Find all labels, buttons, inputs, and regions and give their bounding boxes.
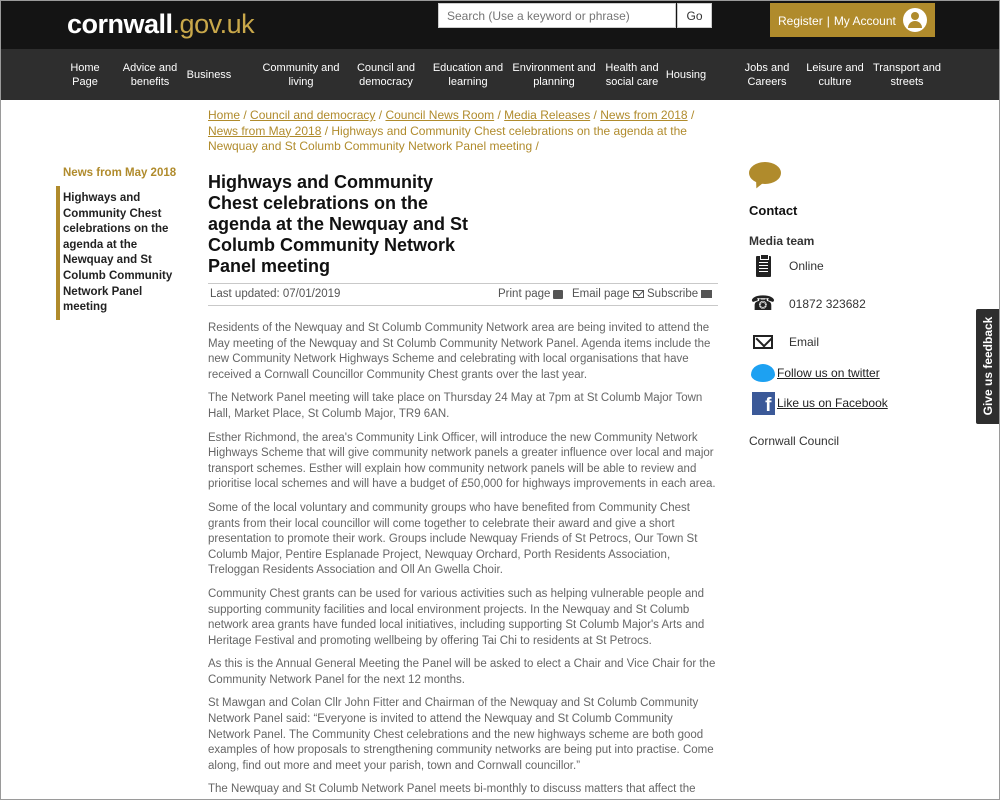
contact-email-label[interactable]: Email [789,335,820,349]
contact-organisation: Cornwall Council [749,434,840,448]
nav-item-community-and-living[interactable] [258,57,344,93]
nav-label: Transport and streets [872,62,942,88]
article-meta-bar [208,283,718,306]
nav-label: Health and social care [605,62,659,88]
breadcrumb-sep: / [375,108,386,122]
breadcrumb-sep: / [687,108,695,122]
nav-item-environment-and-planning[interactable] [509,57,599,93]
page-title: Highways and Community Chest celebrations on the agenda at the Newquay and St Columb Community Network Panel meeting [208,172,469,276]
facebook-link[interactable]: Like us on Facebook [777,396,888,410]
nav-label: Leisure and culture [806,62,864,88]
contact-email [749,330,819,354]
print-icon [553,290,563,299]
media-team-heading: Media team [749,234,815,248]
breadcrumb-link-news-from-may-2018[interactable]: News from May 2018 [208,123,322,138]
facebook-icon: f [752,392,775,415]
breadcrumb-sep: / [321,123,332,138]
nav-item-housing[interactable] [662,57,710,93]
nav-item-home-page[interactable] [63,57,107,93]
account-separator: | [826,14,830,28]
nav-item-business[interactable] [184,57,234,93]
envelope-icon [753,335,773,349]
nav-item-advice-and-benefits[interactable] [119,57,181,93]
nav-item-transport-and-streets[interactable] [869,57,945,93]
subscribe-label: Subscribe [647,288,699,300]
contact-twitter-icon-wrap [749,361,777,385]
nav-item-leisure-and-culture[interactable] [803,57,867,93]
account-links [778,14,896,28]
nav-label: Advice and benefits [122,62,178,88]
document-icon [756,256,771,277]
subscribe-icon [701,290,712,298]
logo-dot: . [172,9,180,39]
nav-item-jobs-and-careers[interactable] [741,57,793,93]
nav-item-education-and-learning[interactable] [429,57,507,93]
last-updated: Last updated: 07/01/2019 [210,288,341,300]
email-icon [633,290,644,298]
breadcrumb-link-news-from-2018[interactable]: News from 2018 [600,108,688,122]
logo-text: cornwall [67,9,173,39]
contact-online-icon-wrap [749,254,777,278]
print-label: Print page [498,288,551,300]
nav-label: Business [186,69,232,81]
contact-email-icon-wrap [749,330,777,354]
sidebar-heading[interactable]: News from May 2018 [63,167,177,179]
main-nav [1,49,1000,100]
search-button[interactable]: Go [677,3,712,28]
nav-label: Community and living [262,62,340,88]
breadcrumb-link-home[interactable]: Home [208,108,241,122]
sidebar-item-current-article[interactable]: Highways and Community Chest celebrations on the agenda at the Newquay and St Columb Community Network Panel meeting [63,192,173,314]
sidebar-active-indicator [56,186,60,320]
nav-item-health-and-social-care[interactable] [602,57,662,93]
article-paragraph: St Mawgan and Colan Cllr John Fitter and Chairman of the Newquay and St Columb Community Network Panel said: “Everyone is invited to attend the Newquay and St Columb Community Network Panel. The Community Chest celebrations and the new highways scheme are both good examples of how proposals to strengthening community networks are being put into practise. Come along, find out more and meet your parish, town and Cornwall councillor.” [208,697,714,772]
breadcrumb-link-council-news-room[interactable]: Council News Room [385,108,495,122]
breadcrumb-link-media-releases[interactable]: Media Releases [504,108,591,122]
site-header [1,1,1000,49]
print-page-link[interactable] [498,288,563,300]
article-paragraph: As this is the Annual General Meeting the Panel will be asked to elect a Chair and Vice Chair for the Community Network Panel for the next 12 months. [208,658,716,686]
article-body [208,321,718,800]
email-page-link[interactable] [572,288,644,300]
twitter-link[interactable]: Follow us on twitter [777,366,880,380]
feedback-tab[interactable] [976,309,1000,424]
feedback-label: Give us feedback [981,316,995,416]
breadcrumb-sep: / [240,108,251,122]
article-paragraph: Some of the local voluntary and community groups who have benefited from Community Chest grants from their local councillor will come together to celebrate their award and give a short presentation to promote their work. Groups include Newquay Friends of St Petrocs, Our Town St Columb Major, Pentire Esplanade Project, Newquay Orchard, Porth Residents Association, Treloggan Residents Association and Oll An Gwella Choir. [208,501,698,577]
contact-online [749,254,824,278]
breadcrumb-sep: / [532,139,539,153]
account-panel [770,3,935,37]
nav-label: Home Page [70,62,100,88]
nav-label: Environment and planning [512,62,596,88]
twitter-icon [751,364,775,382]
nav-label: Housing [665,69,707,81]
breadcrumb-sep: / [494,108,505,122]
my-account-link[interactable]: My Account [833,14,896,28]
contact-phone-icon-wrap [749,292,777,316]
breadcrumb-sep: / [590,108,601,122]
user-icon[interactable] [903,8,927,32]
search-input[interactable] [438,3,676,28]
article-paragraph: Residents of the Newquay and St Columb Community Network area are being invited to attend the May meeting of the Newquay and St Columb Community Network Panel. Agenda items include the new Community Network Highways Scheme and celebrating with local organisations that have received a Cornwall Councillor Community Chest grants over the last year. [208,322,711,381]
contact-phone-number[interactable]: 01872 323682 [789,297,866,311]
contact-facebook [749,391,888,415]
breadcrumb [208,108,713,155]
breadcrumb-current: Highways and Community Chest celebrations on the agenda at the Newquay and St Columb Community Network Panel meeting [208,123,687,153]
contact-heading: Contact [749,203,798,218]
register-link[interactable]: Register [778,14,823,28]
speech-bubble-icon [749,162,781,184]
phone-icon: ☎ [750,293,776,315]
article-paragraph: The Newquay and St Columb Network Panel meets bi-monthly to discuss matters that affect the [208,783,696,796]
breadcrumb-link-council-and-democracy[interactable]: Council and democracy [250,108,376,122]
article-paragraph: Community Chest grants can be used for various activities such as helping vulnerable people and supporting community facilities and local environment projects. In the Newquay and St Columb network area grants have funded local initiatives, including supporting St Columb Major's Arts and Heritage Festival and promoting wellbeing by offering Tai Chi to residents at St Petrocs. [208,587,705,647]
email-label: Email page [572,288,630,300]
nav-item-council-and-democracy[interactable] [352,57,420,93]
contact-twitter [749,361,880,385]
search-form [438,3,712,28]
contact-facebook-icon-wrap [749,391,777,415]
logo-tld: gov.uk [179,9,255,39]
nav-label: Education and learning [432,62,504,88]
subscribe-link[interactable] [647,288,712,300]
nav-label: Jobs and Careers [744,62,790,88]
nav-label: Council and democracy [356,62,416,88]
article-paragraph: The Network Panel meeting will take place on Thursday 24 May at 7pm at St Columb Major Town Hall, Market Place, St Columb Major, TR9 6AN. [208,392,703,420]
contact-online-label[interactable]: Online [789,259,824,273]
article-paragraph: Esther Richmond, the area's Community Link Officer, will introduce the new Community Network Highways Scheme that will give community network panels a greater influence over local and major transport schemes. Esther will explain how community network panels will be able to review and prioritise local schemes and will have a budget of £50,000 for highways improvements in each area. [208,431,716,491]
contact-phone [749,292,866,316]
site-logo[interactable] [67,9,254,40]
